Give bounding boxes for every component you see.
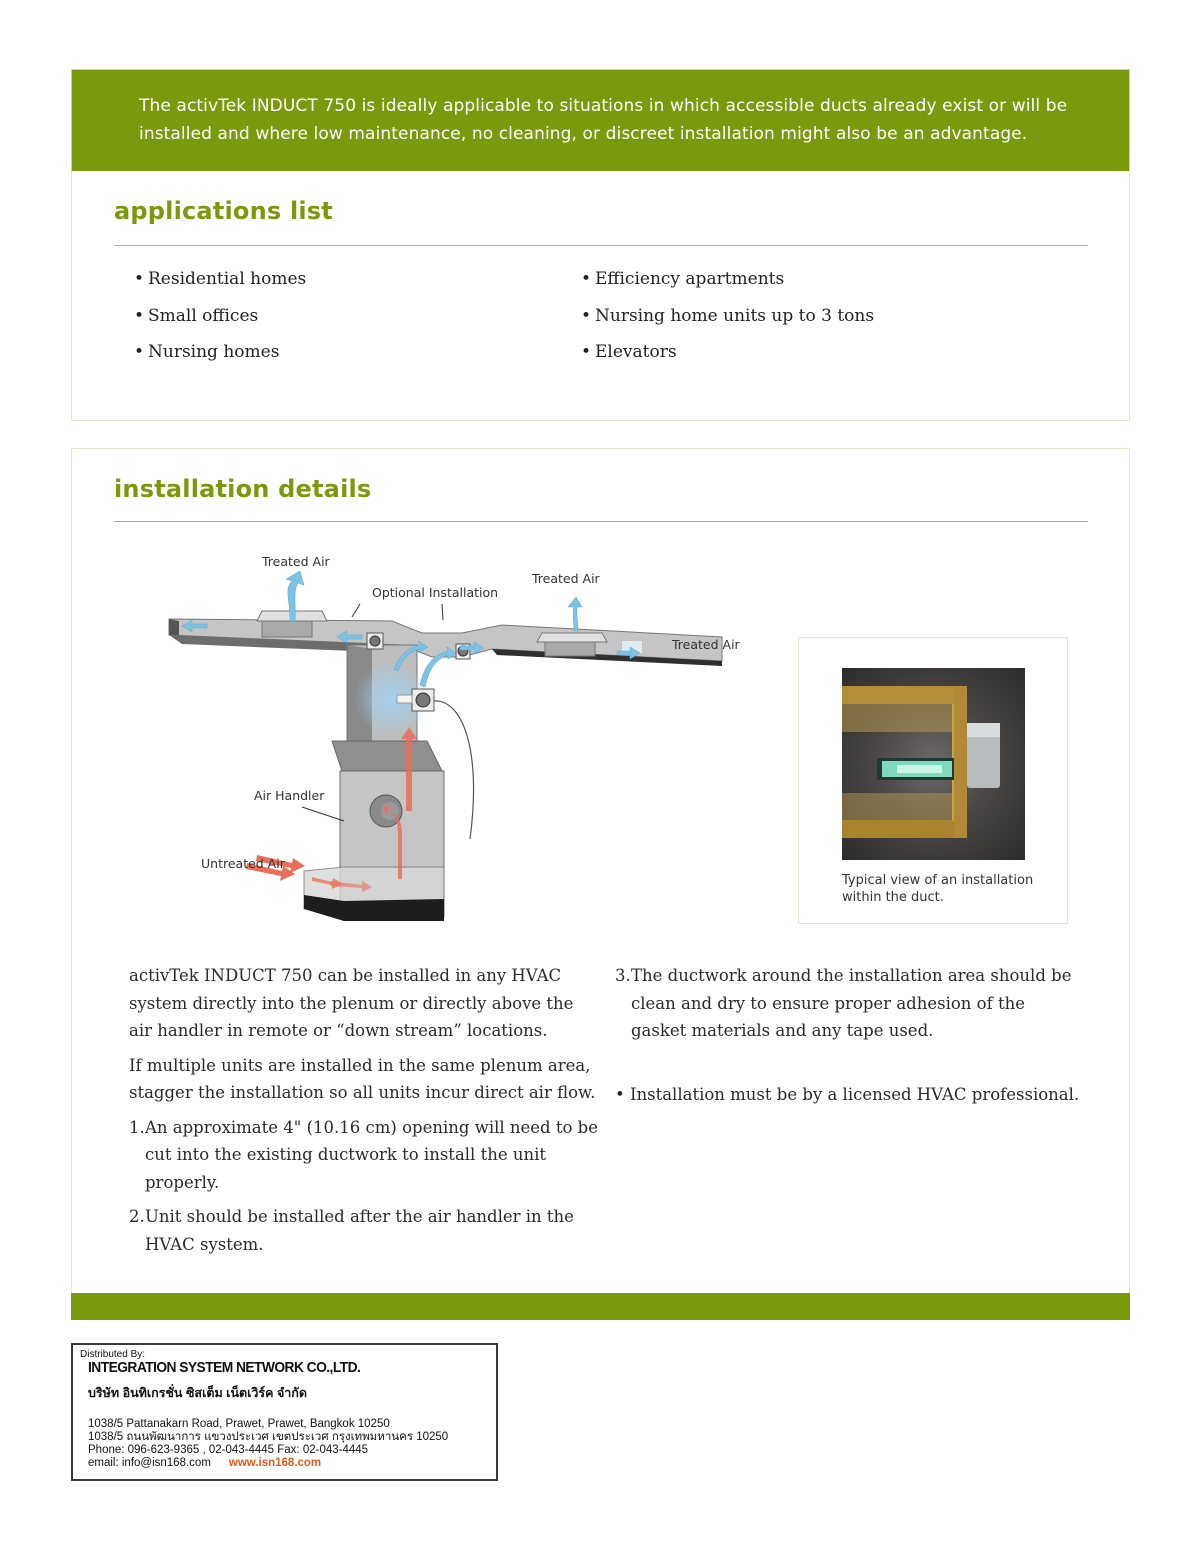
installation-divider: [114, 521, 1088, 522]
distributor-email[interactable]: email: info@isn168.com: [88, 1457, 211, 1469]
label-treated-air-right: Treated Air: [672, 637, 740, 652]
installation-step: 1. An approximate 4" (10.16 cm) opening will need to be cut into the existing ductwork to install the unit properly.: [129, 1117, 598, 1192]
leader-line: [302, 807, 344, 821]
distributor-box: [71, 1343, 498, 1481]
list-item: • Nursing homes: [134, 342, 280, 362]
label-optional-installation: Optional Installation: [372, 585, 499, 600]
hvac-duct-diagram: [162, 549, 762, 929]
leader-line: [442, 604, 443, 620]
uv-unit-optional-left: [367, 633, 383, 649]
applications-title: applications list: [114, 197, 333, 225]
installation-note: • Installation must be by a licensed HVAC professional.: [615, 1084, 1080, 1104]
installation-photo-box: [798, 637, 1068, 924]
distributor-contact-line: [88, 1457, 321, 1470]
installation-step: 2. Unit should be installed after the air handler in the HVAC system.: [129, 1207, 574, 1254]
installation-title: installation details: [114, 475, 372, 503]
list-item: • Residential homes: [134, 269, 307, 289]
duct-cutaway-illustration: [842, 668, 1025, 860]
installation-paragraph: activTek INDUCT 750 can be installed in any HVAC system directly into the plenum or directly above the air handler in remote or “down stream” locations.: [129, 966, 574, 1040]
distributor-company: INTEGRATION SYSTEM NETWORK CO.,LTD.: [88, 1359, 361, 1376]
air-handler-unit: [304, 771, 444, 921]
label-treated-air-left: Treated Air: [262, 554, 330, 569]
applications-list-right: [581, 267, 874, 377]
installation-paragraph: If multiple units are installed in the same plenum area, stagger the installation so all units incur direct air flow.: [129, 1055, 596, 1102]
distributor-website-link[interactable]: www.isn168.com: [228, 1457, 322, 1469]
distributed-by-label: Distributed By:: [80, 1349, 146, 1360]
installation-photo: [842, 668, 1025, 860]
main-duct: [169, 619, 722, 666]
label-treated-air-middle: Treated Air: [532, 571, 600, 586]
footer-bar: [71, 1293, 1130, 1320]
list-item: • Small offices: [134, 305, 259, 326]
installation-step: 3. The ductwork around the installation area should be clean and dry to ensure proper adhesion of the gasket materials and any tape used.: [615, 966, 1072, 1040]
list-item: • Nursing home units up to 3 tons: [581, 305, 875, 326]
bullet-icon: •: [581, 269, 592, 289]
bullet-icon: •: [134, 305, 145, 326]
list-item: • Elevators: [581, 342, 677, 362]
label-untreated-air: Untreated Air: [201, 856, 285, 871]
applications-panel: [71, 171, 1130, 421]
distributor-company-thai: บริษัท อินทิเกรชั่น ซิสเต็ม เน็ตเวิร์ค จำกัด: [88, 1386, 307, 1400]
photo-caption: Typical view of an installation within the duct.: [842, 873, 1034, 905]
distributor-address-en: 1038/5 Pattanakarn Road, Prawet, Prawet, Bangkok 10250: [88, 1418, 390, 1430]
applications-divider: [114, 245, 1088, 246]
bullet-icon: •: [581, 342, 592, 362]
bullet-icon: •: [581, 305, 592, 326]
installation-text-right: [615, 962, 1080, 1115]
label-air-handler: Air Handler: [254, 788, 325, 803]
list-item: • Efficiency apartments: [581, 269, 785, 289]
bullet-icon: •: [134, 269, 145, 289]
installation-text-left: [129, 962, 599, 1265]
intro-banner: [71, 69, 1130, 172]
applications-list-left: [134, 267, 306, 377]
intro-text: The activTek INDUCT 750 is ideally applicable to situations in which accessible ducts already exist or will be installed and where low maintenance, no cleaning, or discreet installation might also be an advantage.: [139, 96, 1068, 144]
distributor-phone: Phone: 096-623-9365 , 02-043-4445 Fax: 02-043-4445: [88, 1444, 369, 1456]
installation-panel: [71, 448, 1130, 1320]
bullet-icon: •: [134, 342, 145, 362]
leader-line: [352, 604, 360, 617]
distributor-address-th: 1038/5 ถนนพัฒนาการ แขวงประเวศ เขตประเวศ กรุงเทพมหานคร 10250: [88, 1431, 449, 1443]
